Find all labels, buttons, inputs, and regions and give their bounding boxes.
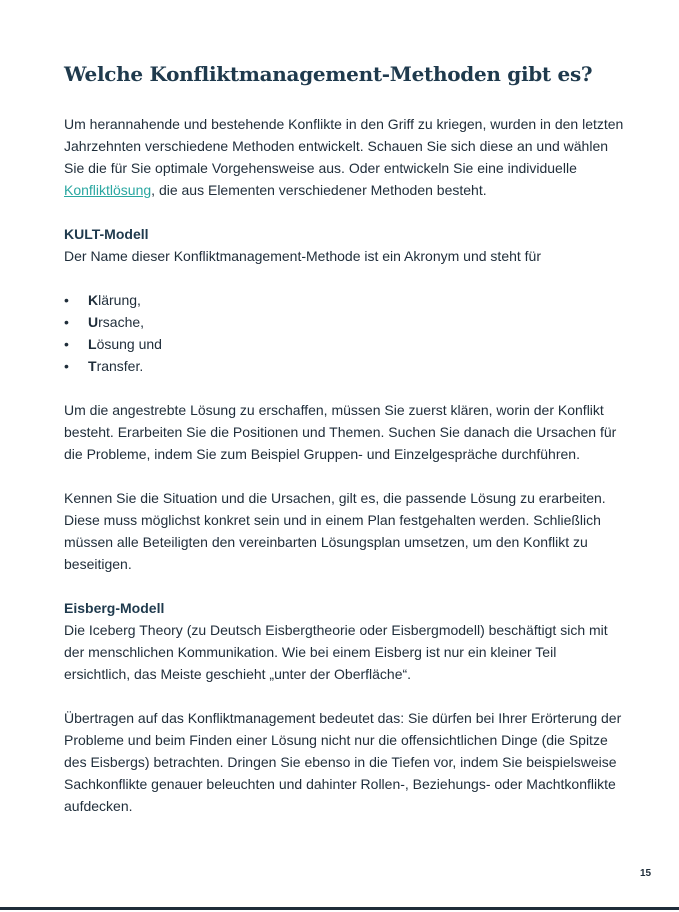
- intro-text: Um herannahende und bestehende Konflikte in den Griff zu kriegen, wurden in den letzten Jahrzehnten verschiedene Methoden entwickelt. Schauen Sie sich diese an und wählen Sie die für Sie optimale Vorgehensweise aus. Oder entwickeln Sie eine individuelle: [64, 116, 624, 176]
- konfliktloesung-link[interactable]: Konfliktlösung: [64, 182, 152, 198]
- eisberg-heading: Eisberg-Modell: [64, 600, 165, 616]
- list-item-initial: U: [88, 314, 99, 330]
- list-item-text: ösung und: [96, 336, 162, 352]
- kult-list: [64, 289, 624, 377]
- page-title: Welche Konfliktmanagement-Methoden gibt es?: [64, 62, 593, 86]
- kult-paragraph-2: Kennen Sie die Situation und die Ursachen, gilt es, die passende Lösung zu erarbeiten. Diese muss möglichst konkret sein und in einem Plan festgehalten werden. Schließlich müssen alle Beteiligten den vereinbarten Lösungsplan umsetzen, um den Konflikt zu beseitigen.: [64, 490, 606, 572]
- bullet-icon: •: [64, 314, 69, 330]
- list-item-initial: K: [88, 292, 99, 308]
- list-item-initial: L: [88, 336, 97, 352]
- bullet-icon: •: [64, 292, 69, 308]
- list-item-text: lärung,: [98, 292, 141, 308]
- intro-paragraph: [64, 113, 624, 201]
- bottom-divider: [0, 907, 679, 910]
- bullet-icon: •: [64, 336, 69, 352]
- intro-text-end: , die aus Elementen verschiedener Methoden besteht.: [151, 182, 487, 198]
- list-item: [64, 355, 624, 377]
- eisberg-paragraph-2: Übertragen auf das Konfliktmanagement bedeutet das: Sie dürfen bei Ihrer Erörterung der Probleme und beim Finden einer Lösung nicht nur die offensichtlichen Dinge (die Spitze des Eisbergs) betrachten. Dringen Sie ebenso in die Tiefen vor, indem Sie beispielsweise Sachkonflikte genauer beleuchten und dahinter Rollen-, Beziehungs- oder Machtkonflikte aufdecken.: [64, 710, 622, 814]
- list-item: [64, 289, 624, 311]
- main-content: [64, 113, 624, 817]
- bullet-icon: •: [64, 358, 69, 374]
- list-item-text: rsache,: [98, 314, 145, 330]
- kult-description: Der Name dieser Konfliktmanagement-Methode ist ein Akronym und steht für: [64, 248, 542, 264]
- list-item: [64, 311, 624, 333]
- kult-paragraph-1: Um die angestrebte Lösung zu erschaffen, müssen Sie zuerst klären, worin der Konflikt besteht. Erarbeiten Sie die Positionen und Themen. Suchen Sie danach die Ursachen für die Probleme, indem Sie zum Beispiel Gruppen- und Einzelgespräche durchführen.: [64, 402, 617, 462]
- list-item-text: ransfer.: [96, 358, 144, 374]
- eisberg-paragraph-1: Die Iceberg Theory (zu Deutsch Eisbergtheorie oder Eisbergmodell) beschäftigt sich mit der menschlichen Kommunikation. Wie bei einem Eisberg ist nur ein kleiner Teil ersichtlich, das Meiste geschieht „unter der Oberfläche“.: [64, 622, 608, 682]
- list-item: [64, 333, 624, 355]
- page-number: 15: [640, 868, 652, 879]
- list-item-initial: T: [88, 358, 97, 374]
- kult-heading: KULT-Modell: [64, 226, 149, 242]
